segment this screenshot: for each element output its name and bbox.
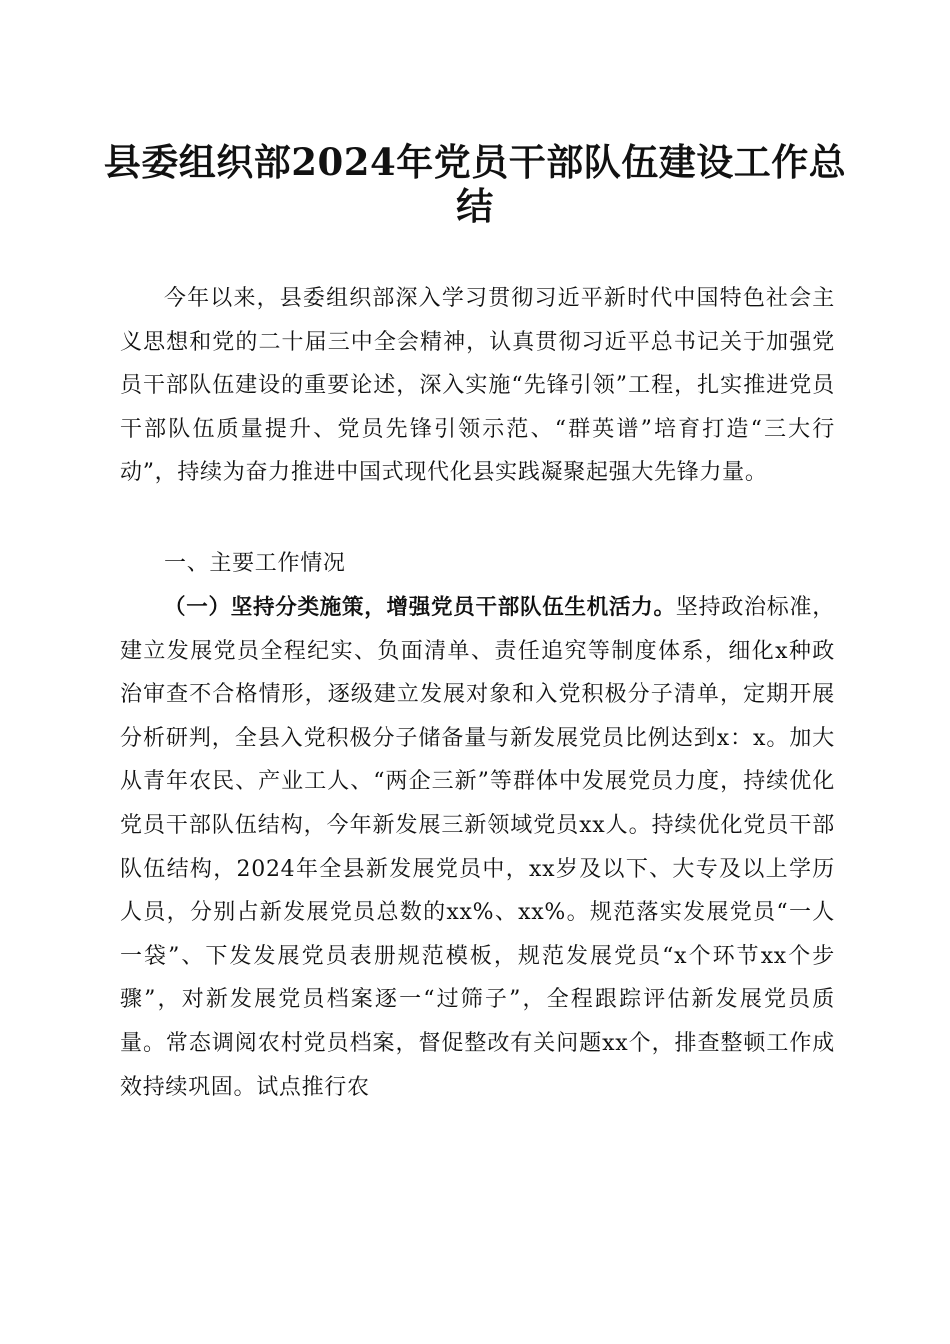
subsection-heading: （一）坚持分类施策，增强党员干部队伍生机活力。 — [164, 595, 676, 620]
section-heading: 一、主要工作情况 — [164, 551, 346, 576]
subsection-paragraph — [120, 586, 835, 1109]
document-title-line-1: 县委组织部2024年党员干部队伍建设工作总 — [103, 140, 847, 184]
subsection-body: 坚持政治标准，建立发展党员全程纪实、负面清单、责任追究等制度体系，细化x种政治审查不合格情形，逐级建立发展对象和入党积极分子清单，定期开展分析研判，全县入党积极分子储备量与新发展党员比例达到x：x。加大从青年农民、产业工人、“两企三新”等群体中发展党员力度，持续优化党员干部队伍结构，今年新发展三新领域党员xx人。持续优化党员干部队伍结构，2024年全县新发展党员中，xx岁及以下、大专及以上学历人员，分别占新发展党员总数的xx%、xx%。规范落实发展党员“一人一袋”、下发发展党员表册规范模板，规范发展党员“x个环节xx个步骤”，对新发展党员档案逐一“过筛子”，全程跟踪评估新发展党员质量。常态调阅农村党员档案，督促整改有关问题xx个，排查整顿工作成效持续巩固。试点推行农 — [120, 595, 835, 1100]
document-title-line-2: 结 — [456, 184, 494, 228]
intro-paragraph: 今年以来，县委组织部深入学习贯彻习近平新时代中国特色社会主义思想和党的二十届三中全会精神，认真贯彻习近平总书记关于加强党员干部队伍建设的重要论述，深入实施“先锋引领”工程，扎实推进党员干部队伍质量提升、党员先锋引领示范、“群英谱”培育打造“三大行动”，持续为奋力推进中国式现代化县实践凝聚起强大先锋力量。 — [120, 286, 835, 486]
document-title — [100, 140, 850, 228]
